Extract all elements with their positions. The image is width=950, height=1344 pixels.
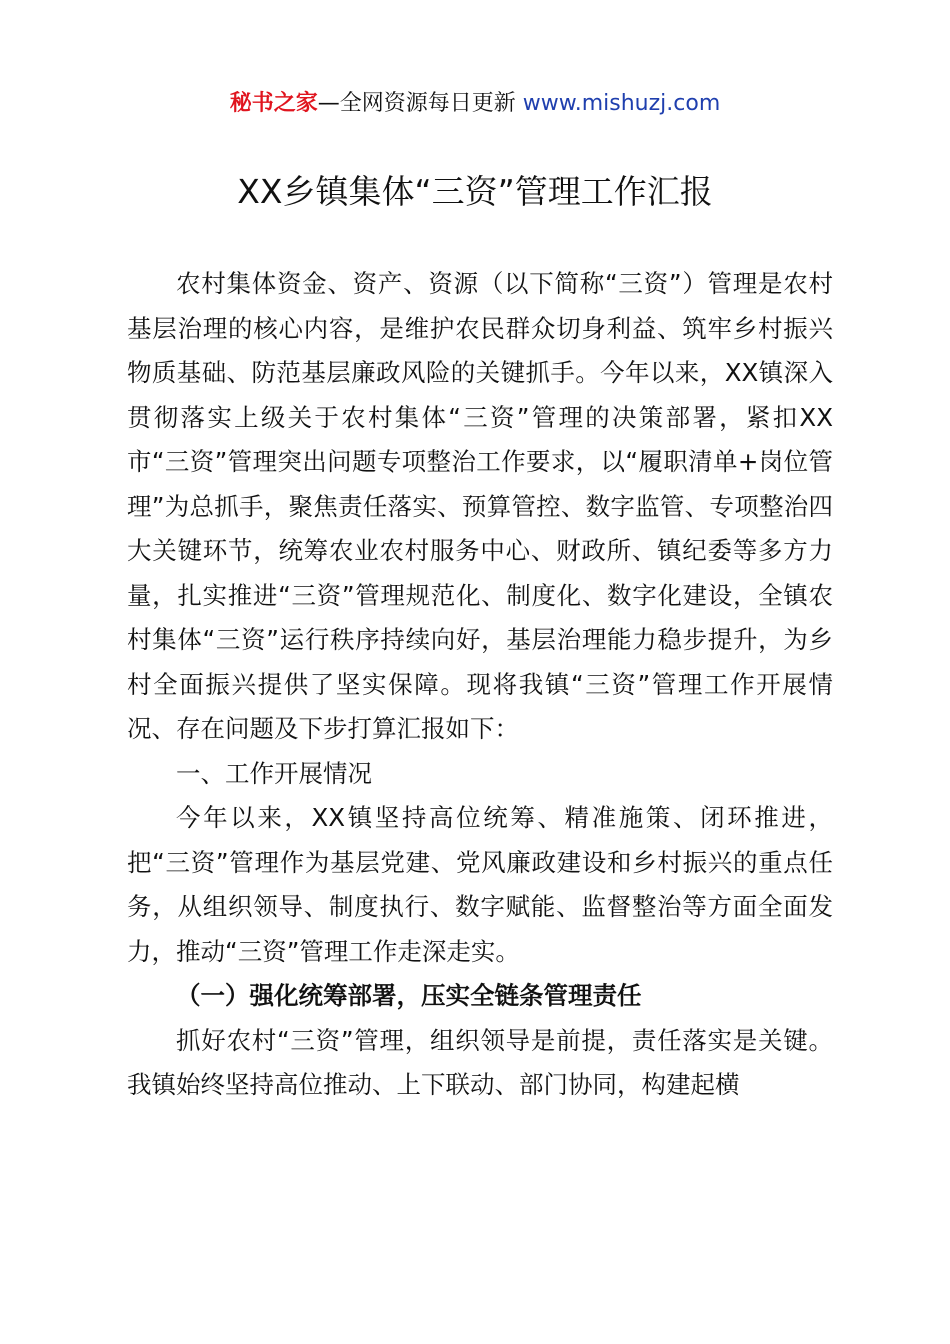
intro-paragraph: 农村集体资金、资产、资源（以下简称“三资”）管理是农村基层治理的核心内容，是维护农民群众切身利益、筑牢乡村振兴物质基础、防范基层廉政风险的关键抓手。今年以来，XX镇深入贯彻落实上级关于农村集体“三资”管理的决策部署，紧扣XX市“三资”管理突出问题专项整治工作要求，以“履职清单+岗位管理”为总抓手，聚焦责任落实、预算管控、数字监管、专项整治四大关键环节，统筹农业农村服务中心、财政所、镇纪委等多方力量，扎实推进“三资”管理规范化、制度化、数字化建设，全镇农村集体“三资”运行秩序持续向好，基层治理能力稳步提升，为乡村全面振兴提供了坚实保障。现将我镇“三资”管理工作开展情况、存在问题及下步打算汇报如下： <box>127 269 833 743</box>
section-paragraph: 今年以来，XX镇坚持高位统筹、精准施策、闭环推进，把“三资”管理作为基层党建、党风廉政建设和乡村振兴的重点任务，从组织领导、制度执行、数字赋能、监督整治等方面全面发力，推动“三资”管理工作走深走实。 <box>127 803 833 966</box>
site-tagline: —全网资源每日更新 <box>317 91 523 116</box>
site-header <box>0 86 950 122</box>
document-title: XX乡镇集体“三资”管理工作汇报 <box>237 172 713 211</box>
document-body <box>127 262 833 1108</box>
subsection-paragraph: 抓好农村“三资”管理，组织领导是前提，责任落实是关键。我镇始终坚持高位推动、上下联动、部门协同，构建起横 <box>127 1025 833 1099</box>
subsection-heading: （一）强化统筹部署，压实全链条管理责任 <box>176 981 642 1010</box>
site-url-link[interactable]: www.mishuzj.com <box>522 91 721 116</box>
site-brand: 秘书之家 <box>229 91 318 116</box>
section-heading: 一、工作开展情况 <box>176 758 372 788</box>
